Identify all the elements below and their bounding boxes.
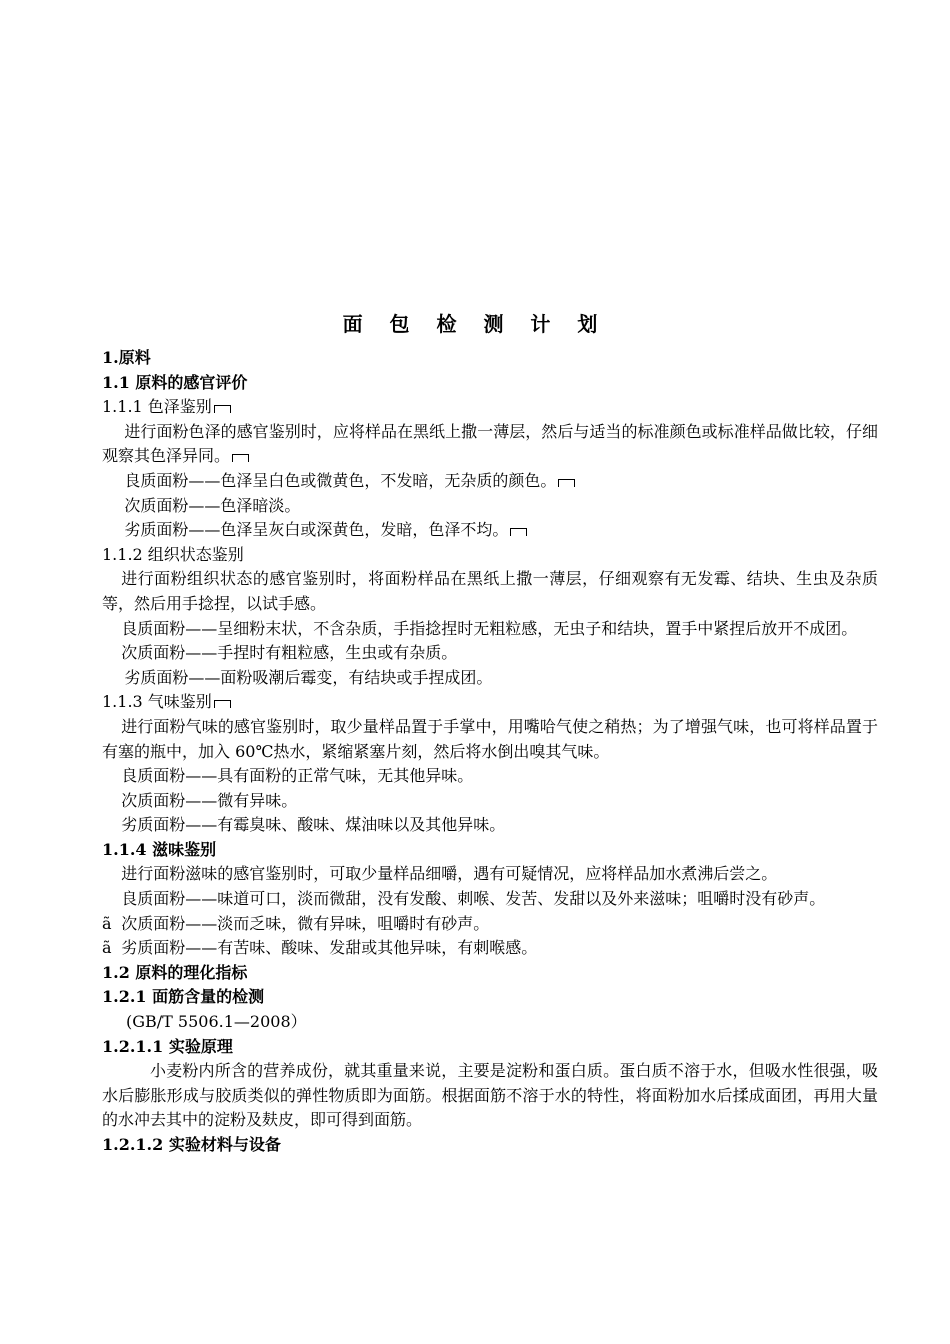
document-title: 面 包 检 测 计 划 (342, 312, 608, 336)
paragraph: 小麦粉内所含的营养成份，就其重量来说，主要是淀粉和蛋白质。蛋白质不溶于水，但吸水性很强，吸水后膨胀形成与胶质类似的弹性物质即为面筋。根据面筋不溶于水的特性，将面粉加水后揉成面团，再用大量的水冲去其中的淀粉及麸皮，即可得到面筋。 (102, 1061, 878, 1130)
paragraph: 次质面粉——色泽暗淡。 (124, 495, 301, 515)
section-heading-1-1-4: 1.1.4 滋味鉴别 (102, 839, 217, 859)
paragraph-text: 劣质面粉——色泽呈灰白或深黄色，发暗，色泽不均。 (124, 520, 509, 540)
section-heading-1-1-3 (102, 690, 878, 715)
paragraph (102, 936, 878, 961)
section-heading-1-1: 1.1 原料的感官评价 (102, 372, 248, 392)
section-heading-1: 1.原料 (102, 348, 151, 367)
paragraph: 劣质面粉——面粉吸潮后霉变，有结块或手捏成团。 (124, 667, 493, 687)
heading-text: 1.1.1 色泽鉴别 (102, 397, 212, 417)
paragraph: 进行面粉气味的感官鉴别时，取少量样品置于手掌中，用嘴哈气使之稍热；为了增强气味，也可将样品置于有塞的瓶中，加入 60℃热水，紧缩紧塞片刻，然后将水倒出嗅其气味。 (102, 716, 878, 761)
paragraph-text: 良质面粉——色泽呈白色或微黄色，不发暗，无杂质的颜色。 (124, 470, 557, 490)
paragraph: 次质面粉——手捏时有粗粒感，生虫或有杂质。 (121, 643, 458, 663)
paragraph: 良质面粉——具有面粉的正常气味，无其他异味。 (121, 766, 474, 786)
return-mark-icon (232, 454, 249, 462)
standard-reference: (GB/T 5506.1—2008） (126, 1012, 307, 1032)
section-heading-1-2-1: 1.2.1 面筋含量的检测 (102, 987, 265, 1007)
glyph-mark: ã (102, 938, 112, 958)
paragraph: 次质面粉——微有异味。 (121, 790, 298, 810)
section-heading-1-1-2: 1.1.2 组织状态鉴别 (102, 544, 244, 564)
return-mark-icon (558, 479, 575, 487)
return-mark-icon (214, 700, 231, 708)
paragraph (102, 469, 878, 494)
paragraph: 劣质面粉——有霉臭味、酸味、煤油味以及其他异味。 (121, 815, 506, 835)
return-mark-icon (510, 528, 527, 536)
glyph-mark: ã (102, 913, 112, 933)
section-heading-1-2: 1.2 原料的理化指标 (102, 962, 248, 982)
section-heading-1-2-1-1: 1.2.1.1 实验原理 (102, 1036, 233, 1056)
paragraph (102, 912, 878, 937)
paragraph: 进行面粉组织状态的感官鉴别时，将面粉样品在黑纸上撒一薄层，仔细观察有无发霉、结块、生虫及杂质等，然后用手捻捏，以试手感。 (102, 569, 878, 613)
return-mark-icon (214, 405, 231, 413)
paragraph-text: 劣质面粉——有苦味、酸味、发甜或其他异味，有刺喉感。 (121, 938, 538, 958)
paragraph: 良质面粉——味道可口，淡而微甜，没有发酸、刺喉、发苦、发甜以及外来滋味；咀嚼时没有砂声。 (121, 889, 826, 909)
paragraph-text: 次质面粉——淡而乏味，微有异味，咀嚼时有砂声。 (121, 913, 490, 933)
paragraph: 进行面粉滋味的感官鉴别时，可取少量样品细嚼，遇有可疑情况，应将样品加水煮沸后尝之。 (121, 864, 778, 884)
paragraph (102, 518, 878, 543)
section-heading-1-1-1 (102, 395, 878, 420)
section-heading-1-2-1-2: 1.2.1.2 实验材料与设备 (102, 1135, 281, 1154)
paragraph-text: 进行面粉色泽的感官鉴别时，应将样品在黑纸上撒一薄层，然后与适当的标准颜色或标准样品做比较，仔细观察其色泽异同。 (102, 421, 878, 466)
paragraph: 良质面粉——呈细粉末状，不含杂质，手指捻捏时无粗粒感，无虫子和结块，置手中紧捏后放开不成团。 (121, 618, 858, 638)
heading-text: 1.1.3 气味鉴别 (102, 692, 212, 712)
paragraph (102, 420, 878, 469)
document-body (102, 346, 878, 1158)
